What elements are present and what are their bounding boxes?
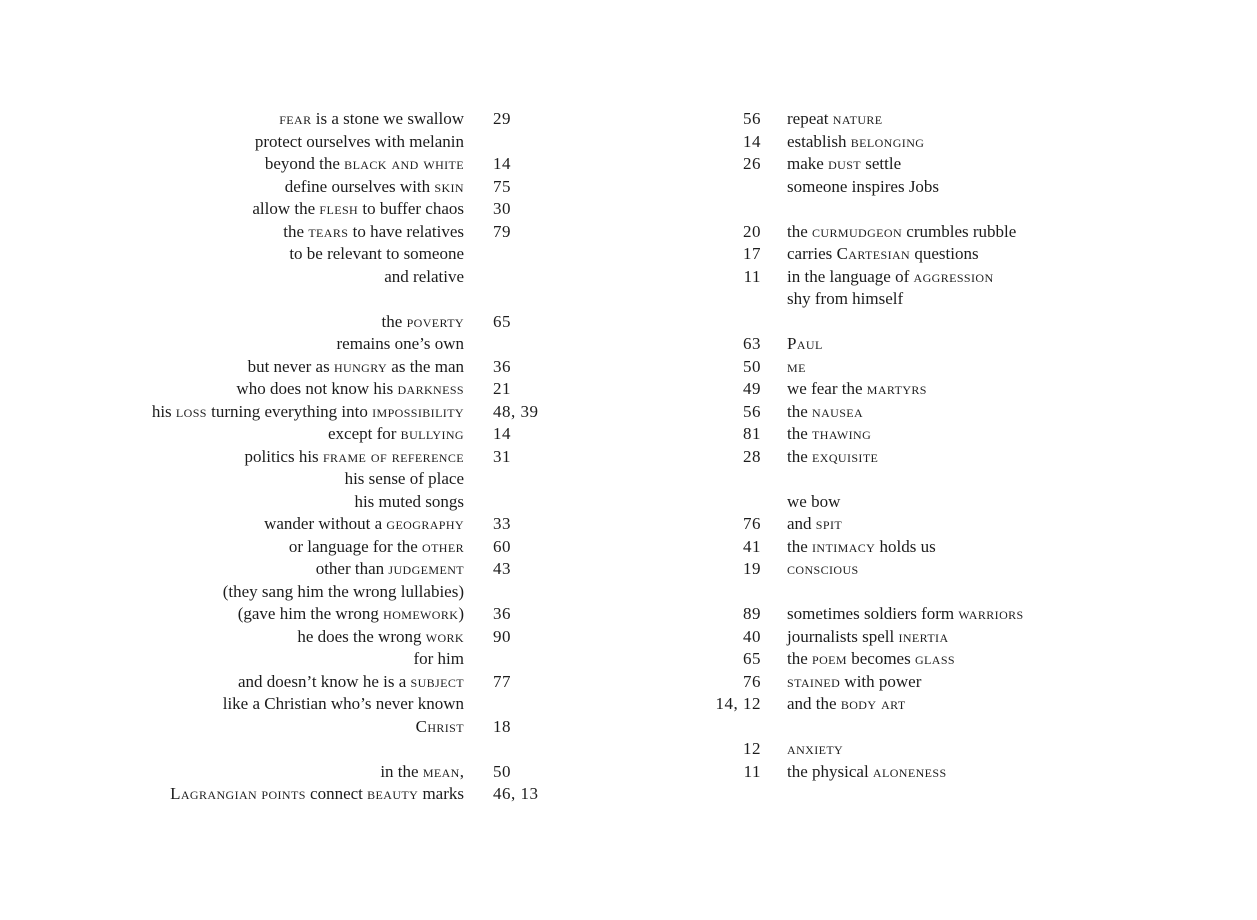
poem-line xyxy=(640,648,1257,671)
page-reference: 65 xyxy=(743,649,761,668)
text-fragment: journalists spell xyxy=(787,626,899,646)
line-text xyxy=(380,761,464,784)
small-caps-word: points xyxy=(261,784,306,803)
small-caps-word: homework xyxy=(383,604,459,623)
small-caps-word: darkness xyxy=(397,379,464,398)
page-reference: 19 xyxy=(743,559,761,578)
text-fragment: protect ourselves with melanin xyxy=(254,131,464,151)
page-reference: 20 xyxy=(743,221,761,241)
stanza-break xyxy=(640,716,1257,739)
poem-line xyxy=(0,311,640,334)
poem-line xyxy=(640,513,1257,536)
poem-line xyxy=(640,243,1257,266)
text-fragment: who does not know his xyxy=(236,379,398,398)
stanza-break xyxy=(640,468,1257,491)
poem-line xyxy=(0,243,640,266)
text-fragment: to buffer chaos xyxy=(358,199,464,218)
line-text xyxy=(264,513,464,536)
poem-line xyxy=(0,446,640,469)
line-text xyxy=(787,446,878,469)
line-text xyxy=(255,131,464,154)
page-reference: 46, 13 xyxy=(493,784,539,803)
poem-line xyxy=(640,536,1257,559)
poem-line xyxy=(0,468,640,491)
text-fragment: carries xyxy=(787,244,837,263)
page-reference: 56 xyxy=(743,109,761,128)
line-text xyxy=(345,468,464,491)
stanza-break xyxy=(640,198,1257,221)
line-text xyxy=(787,513,842,536)
text-fragment: the xyxy=(787,446,813,466)
small-caps-word: subject xyxy=(410,671,464,691)
text-fragment: , xyxy=(459,761,464,781)
small-caps-word: black and white xyxy=(344,154,464,173)
right-column xyxy=(640,108,1257,783)
poem-line xyxy=(0,401,640,424)
page-reference: 79 xyxy=(493,221,511,241)
line-text xyxy=(787,288,903,311)
text-fragment: his muted songs xyxy=(354,491,464,511)
small-caps-word: glass xyxy=(914,649,955,668)
small-caps-word: Lagrangian xyxy=(170,784,258,803)
line-text xyxy=(265,153,464,176)
text-fragment: someone inspires Jobs xyxy=(787,176,940,196)
left-column xyxy=(0,108,640,806)
line-text xyxy=(787,266,994,289)
line-text xyxy=(289,536,464,559)
page-reference: 18 xyxy=(493,716,511,736)
text-fragment: for him xyxy=(413,649,464,668)
text-fragment: but never as xyxy=(247,356,334,376)
text-fragment: holds us xyxy=(875,536,936,556)
poem-line xyxy=(0,423,640,446)
poem-line xyxy=(0,491,640,514)
text-fragment: the xyxy=(787,221,813,241)
page-reference: 65 xyxy=(493,311,511,331)
text-fragment: the xyxy=(787,649,813,668)
text-fragment: his sense of place xyxy=(344,469,464,488)
text-fragment: is a stone we swallow xyxy=(311,109,464,128)
poem-line xyxy=(0,693,640,716)
small-caps-word: fear xyxy=(279,109,312,128)
poem-line xyxy=(640,401,1257,424)
line-text xyxy=(279,108,464,131)
small-caps-word: spit xyxy=(815,514,843,533)
text-fragment: to be relevant to someone xyxy=(289,244,464,263)
line-text xyxy=(316,558,464,581)
poem-line xyxy=(0,558,640,581)
text-fragment: the xyxy=(787,424,813,443)
poem-line xyxy=(640,221,1257,244)
text-fragment: make xyxy=(787,154,829,173)
page-reference: 56 xyxy=(743,401,761,421)
page-reference: 48, 39 xyxy=(493,401,539,421)
small-caps-word: judgement xyxy=(388,559,464,578)
small-caps-word: bullying xyxy=(400,424,464,443)
line-text xyxy=(236,378,464,401)
text-fragment: turning everything into xyxy=(206,401,373,421)
poem-line xyxy=(640,108,1257,131)
poem-line xyxy=(0,176,640,199)
text-fragment: in the xyxy=(380,761,423,781)
small-caps-word: nature xyxy=(832,109,883,128)
poem-line xyxy=(640,288,1257,311)
poem-line xyxy=(640,153,1257,176)
text-fragment: the xyxy=(787,401,813,421)
page-reference: 31 xyxy=(493,446,511,466)
small-caps-word: hungry xyxy=(333,356,388,376)
line-text xyxy=(382,311,464,334)
poem-line xyxy=(640,378,1257,401)
small-caps-word: skin xyxy=(434,176,464,196)
page-reference: 49 xyxy=(743,379,761,398)
line-text xyxy=(787,243,979,266)
line-text xyxy=(787,108,883,131)
line-text xyxy=(337,333,464,356)
text-fragment: the physical xyxy=(787,761,873,781)
text-fragment: the xyxy=(381,311,407,331)
page-reference: 33 xyxy=(493,514,511,533)
page-reference: 14 xyxy=(493,424,511,443)
line-text xyxy=(285,176,464,199)
line-text xyxy=(787,671,921,694)
poem-line xyxy=(640,491,1257,514)
small-caps-word: Cartesian xyxy=(836,244,911,263)
line-text xyxy=(787,131,924,154)
page-reference: 81 xyxy=(743,424,761,443)
line-text xyxy=(787,491,840,514)
line-text xyxy=(223,581,464,604)
text-fragment: the xyxy=(787,536,813,556)
line-text xyxy=(170,783,464,806)
text-fragment: and relative xyxy=(384,266,464,286)
poem-line xyxy=(0,266,640,289)
text-fragment: and the xyxy=(787,694,841,713)
small-caps-word: thawing xyxy=(812,424,872,443)
text-fragment: connect xyxy=(305,784,368,803)
small-caps-word: belonging xyxy=(850,131,925,151)
poem-line xyxy=(0,198,640,221)
page-reference: 11 xyxy=(743,761,761,781)
text-fragment: except for xyxy=(327,424,401,443)
page-reference: 50 xyxy=(743,356,761,376)
text-fragment: the xyxy=(283,221,309,241)
page-reference: 28 xyxy=(743,446,761,466)
poem-line xyxy=(640,333,1257,356)
small-caps-word: geography xyxy=(386,514,464,533)
poem-line xyxy=(640,761,1257,784)
poem-line xyxy=(0,356,640,379)
small-caps-word: martyrs xyxy=(866,379,927,398)
page-reference: 60 xyxy=(493,536,511,556)
poem-line xyxy=(0,513,640,536)
small-caps-word: anxiety xyxy=(787,739,844,758)
line-text xyxy=(787,333,823,356)
small-caps-word: loss xyxy=(175,401,207,421)
poem-line xyxy=(0,761,640,784)
page-reference: 21 xyxy=(493,379,511,398)
line-text xyxy=(787,626,949,649)
small-caps-word: inertia xyxy=(898,626,949,646)
small-caps-word: aggression xyxy=(913,266,994,286)
small-caps-word: frame of reference xyxy=(322,446,464,466)
page-reference: 36 xyxy=(493,604,511,623)
poem-line xyxy=(0,783,640,806)
small-caps-word: tears xyxy=(308,221,349,241)
poem-line xyxy=(640,626,1257,649)
small-caps-word: body art xyxy=(840,694,906,713)
page-reference: 63 xyxy=(743,334,761,353)
poem-line xyxy=(640,356,1257,379)
text-fragment: (they sang him the wrong lullabies) xyxy=(222,581,464,601)
small-caps-word: poverty xyxy=(406,311,464,331)
small-caps-word: nausea xyxy=(812,401,864,421)
stanza-break xyxy=(640,581,1257,604)
page-reference: 36 xyxy=(493,356,511,376)
text-fragment: and xyxy=(787,514,816,533)
page-reference: 75 xyxy=(493,176,511,196)
poem-line xyxy=(640,176,1257,199)
text-fragment: becomes xyxy=(846,649,915,668)
small-caps-word: stained xyxy=(787,671,841,691)
page-reference: 40 xyxy=(743,626,761,646)
text-fragment: (gave him the wrong xyxy=(237,604,384,623)
stanza-break xyxy=(0,288,640,311)
line-text xyxy=(238,671,464,694)
small-caps-word: me xyxy=(787,356,806,376)
line-text xyxy=(787,603,1024,626)
poem-line xyxy=(640,738,1257,761)
text-fragment: wander without a xyxy=(264,514,387,533)
page-reference: 50 xyxy=(493,761,511,781)
text-fragment: as the man xyxy=(387,356,464,376)
page-reference: 11 xyxy=(743,266,761,286)
page-reference: 43 xyxy=(493,559,511,578)
line-text xyxy=(289,243,464,266)
line-text xyxy=(248,356,464,379)
text-fragment: establish xyxy=(787,131,851,151)
page-reference: 76 xyxy=(743,671,761,691)
line-text xyxy=(283,221,464,244)
small-caps-word: poem xyxy=(812,649,847,668)
small-caps-word: curmudgeon xyxy=(812,221,903,241)
page-reference: 17 xyxy=(743,244,761,263)
page-reference: 41 xyxy=(743,536,761,556)
small-caps-word: Paul xyxy=(787,334,823,353)
poem-line xyxy=(0,671,640,694)
text-fragment: or language for the xyxy=(288,536,422,556)
poem-line xyxy=(640,266,1257,289)
poem-line xyxy=(0,536,640,559)
poem-line xyxy=(640,693,1257,716)
poem-line xyxy=(0,716,640,739)
line-text xyxy=(787,738,843,761)
text-fragment: beyond the xyxy=(264,154,345,173)
text-fragment: sometimes soldiers form xyxy=(787,604,959,623)
text-fragment: shy from himself xyxy=(787,289,904,308)
line-text xyxy=(328,423,464,446)
page-reference: 12 xyxy=(743,739,761,758)
text-fragment: crumbles rubble xyxy=(902,221,1017,241)
poem-line xyxy=(0,581,640,604)
page-reference: 14, 12 xyxy=(715,694,761,713)
small-caps-word: warriors xyxy=(958,604,1024,623)
text-fragment: ) xyxy=(458,604,464,623)
line-text xyxy=(787,221,1016,244)
line-text xyxy=(413,648,464,671)
poem-line xyxy=(0,153,640,176)
poem-line xyxy=(0,648,640,671)
poem-line xyxy=(640,558,1257,581)
page-reference: 89 xyxy=(743,604,761,623)
text-fragment: we bow xyxy=(787,491,841,511)
line-text xyxy=(223,693,464,716)
line-text xyxy=(787,536,936,559)
poem-line xyxy=(640,603,1257,626)
poem-line xyxy=(640,671,1257,694)
poem-line xyxy=(640,131,1257,154)
text-fragment: other than xyxy=(315,559,389,578)
line-text xyxy=(238,603,464,626)
text-fragment: remains one’s own xyxy=(336,334,464,353)
page-reference: 14 xyxy=(493,154,511,173)
stanza-break xyxy=(640,311,1257,334)
line-text xyxy=(787,176,939,199)
small-caps-word: impossibility xyxy=(372,401,464,421)
line-text xyxy=(787,648,955,671)
text-fragment: like a Christian who’s never known xyxy=(222,694,464,713)
line-text xyxy=(252,198,464,221)
line-text xyxy=(787,423,871,446)
small-caps-word: Christ xyxy=(415,716,464,736)
poem-line xyxy=(0,131,640,154)
text-fragment: we fear the xyxy=(787,379,867,398)
small-caps-word: mean xyxy=(422,761,460,781)
page-reference: 90 xyxy=(493,626,511,646)
small-caps-word: dust xyxy=(828,154,862,173)
small-caps-word: intimacy xyxy=(812,536,876,556)
text-fragment: and doesn’t know he is a xyxy=(238,671,411,691)
line-text xyxy=(384,266,464,289)
small-caps-word: other xyxy=(422,536,464,556)
line-text xyxy=(787,558,859,581)
poem-line xyxy=(640,446,1257,469)
line-text xyxy=(416,716,464,739)
poem-line xyxy=(0,221,640,244)
page-reference: 77 xyxy=(493,671,511,691)
text-fragment: in the language of xyxy=(787,266,914,286)
small-caps-word: work xyxy=(425,626,464,646)
line-text xyxy=(787,378,927,401)
stanza-break xyxy=(0,738,640,761)
text-fragment: settle xyxy=(861,154,902,173)
text-fragment: marks xyxy=(418,784,464,803)
text-fragment: he does the wrong xyxy=(297,626,426,646)
line-text xyxy=(787,761,947,784)
text-fragment: to have relatives xyxy=(348,221,464,241)
text-fragment: with power xyxy=(840,671,922,691)
poem-line xyxy=(640,423,1257,446)
small-caps-word: beauty xyxy=(367,784,419,803)
line-text xyxy=(787,153,901,176)
line-text xyxy=(787,693,906,716)
line-text xyxy=(297,626,464,649)
small-caps-word: aloneness xyxy=(872,761,947,781)
text-fragment: his xyxy=(151,401,176,421)
line-text xyxy=(354,491,464,514)
small-caps-word: flesh xyxy=(319,199,359,218)
page-reference: 30 xyxy=(493,199,511,218)
poem-line xyxy=(0,378,640,401)
text-fragment: politics his xyxy=(244,446,323,466)
line-text xyxy=(152,401,464,424)
page-reference: 29 xyxy=(493,109,511,128)
small-caps-word: exquisite xyxy=(812,446,879,466)
poem-line xyxy=(0,626,640,649)
text-fragment: repeat xyxy=(787,109,833,128)
page-reference: 14 xyxy=(743,131,761,151)
poem-line xyxy=(0,603,640,626)
line-text xyxy=(245,446,464,469)
text-fragment: questions xyxy=(910,244,979,263)
poem-line xyxy=(0,333,640,356)
text-fragment: allow the xyxy=(252,199,320,218)
poem-line xyxy=(0,108,640,131)
line-text xyxy=(787,356,806,379)
small-caps-word: conscious xyxy=(787,559,859,578)
page-reference: 26 xyxy=(743,154,761,173)
line-text xyxy=(787,401,863,424)
text-fragment: define ourselves with xyxy=(284,176,435,196)
page-reference: 76 xyxy=(743,514,761,533)
